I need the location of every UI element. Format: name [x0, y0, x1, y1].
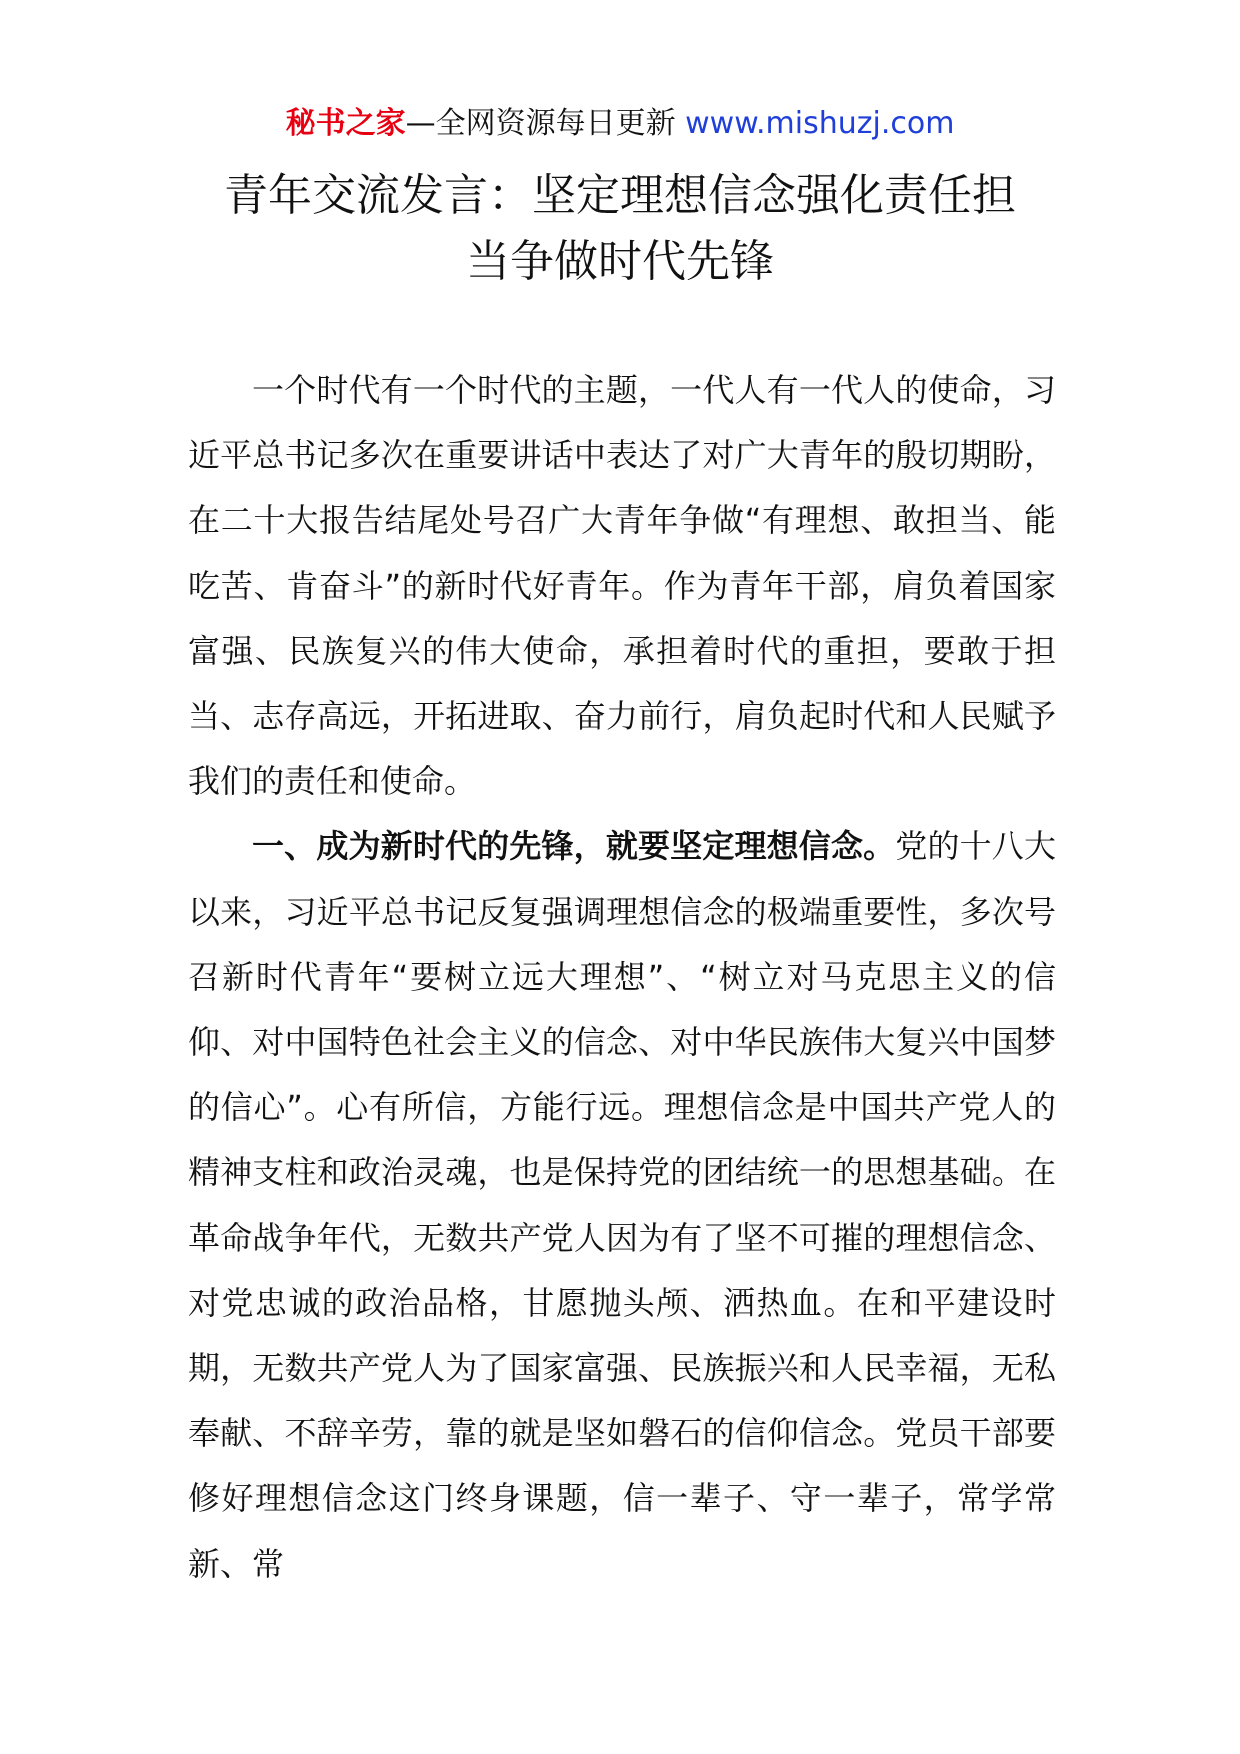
paragraph-intro: 一个时代有一个时代的主题，一代人有一代人的使命，习近平总书记多次在重要讲话中表达了对广大青年的殷切期盼，在二十大报告结尾处号召广大青年争做“有理想、敢担当、能吃苦、肯奋斗”的新时代好青年。作为青年干部，肩负着国家富强、民族复兴的伟大使命，承担着时代的重担，要敢于担当、志存高远，开拓进取、奋力前行，肩负起时代和人民赋予我们的责任和使命。 — [188, 371, 1056, 801]
site-url-link[interactable]: www.mishuzj.com — [685, 106, 955, 141]
paragraph-section-one — [188, 814, 1056, 1596]
site-brand: 秘书之家 — [285, 106, 406, 141]
section-one-heading: 一、成为新时代的先锋，就要坚定理想信念。 — [252, 827, 896, 866]
title-line-2: 当争做时代先锋 — [466, 236, 774, 287]
title-line-1: 青年交流发言：坚定理想信念强化责任担 — [224, 170, 1016, 221]
site-header — [0, 103, 1240, 145]
section-one-text: 党的十八大以来，习近平总书记反复强调理想信念的极端重要性，多次号召新时代青年“要树立远大理想”、“树立对马克思主义的信仰、对中国特色社会主义的信念、对中华民族伟大复兴中国梦的信心”。心有所信，方能行远。理想信念是中国共产党人的精神支柱和政治灵魂，也是保持党的团结统一的思想基础。在革命战争年代，无数共产党人因为有了坚不可摧的理想信念、对党忠诚的政治品格，甘愿抛头颅、洒热血。在和平建设时期，无数共产党人为了国家富强、民族振兴和人民幸福，无私奉献、不辞辛劳，靠的就是坚如磐石的信仰信念。党员干部要修好理想信念这门终身课题，信一辈子、守一辈子，常学常新、常 — [188, 827, 1056, 1583]
document-body — [188, 358, 1056, 1597]
document-title — [190, 163, 1050, 295]
site-tagline: —全网资源每日更新 — [405, 106, 676, 141]
